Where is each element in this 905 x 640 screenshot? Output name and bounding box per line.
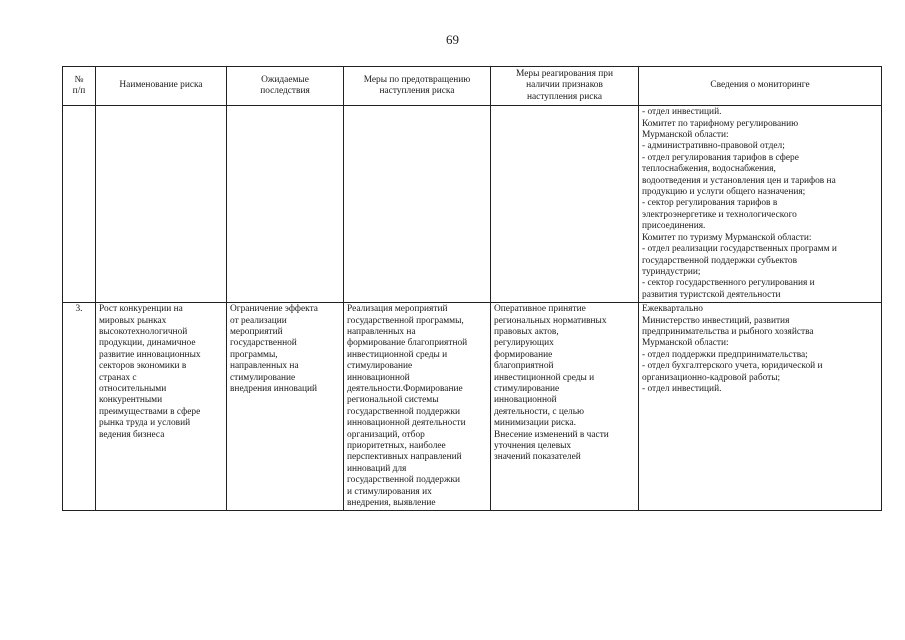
text-line: Внесение изменений в части [494,429,609,440]
text-line: инновационной [347,372,410,383]
text-line: Оперативное принятие [494,304,586,315]
cell-response [491,106,639,303]
text-line: - сектор государственного регулирования и [642,278,815,289]
text-line: преимуществами в сфере [99,406,201,417]
text-line: Мурманской области: [642,130,729,141]
text-line: программы, [230,349,278,360]
text-line: предпринимательства и рыбного хозяйства [642,326,814,337]
table-header-row [63,67,882,106]
text-line: направленных на [230,361,299,372]
text-line: рынка труда и условий [99,418,191,429]
text-line: Министерство инвестиций, развития [642,315,790,326]
text-line: туриндустрии; [642,266,701,277]
cell-monitoring [639,106,882,303]
text-line: мероприятий [230,326,283,337]
text-line: инновационной [494,395,557,406]
text-line: благоприятной [494,361,554,372]
text-line: относительными [99,383,167,394]
risk-monitoring-table [62,66,882,511]
text-line: инновационной деятельности [347,418,466,429]
text-line: водоотведения и установления цен и тарифов на [642,175,836,186]
page-number: 69 [446,32,459,47]
text-line: государственной поддержки [347,406,461,417]
text-line: - отдел регулирования тарифов в сфере [642,152,799,163]
text-line: странах с [99,372,137,383]
text-line: мировых рынках [99,315,167,326]
cell-prevention [344,106,491,303]
text-line: региональной системы [347,395,439,406]
text-line: региональных нормативных [494,315,607,326]
text-line: правовых актов, [494,326,559,337]
text-line: инвестиционной среды и [494,372,595,383]
text-line: деятельности, с целью [494,406,584,417]
text-line: Рост конкуренции на [99,304,183,315]
text-line: Ежеквартально [642,304,703,315]
text-line: - отдел поддержки предпринимательства; [642,349,808,360]
text-line: теплоснабжения, водоснабжения, [642,164,776,175]
cell-monitoring [639,303,882,511]
text-line: развитие инновационных [99,349,201,360]
table-row [63,106,882,303]
text-line: организационно-кадровой работы; [642,372,781,383]
text-line: стимулирование [494,383,560,394]
header-number: № п/п [63,67,96,106]
text-line: направленных на [347,326,416,337]
cell-risk-name [96,106,227,303]
text-line: - отдел реализации государственных программ и [642,244,837,255]
text-line: Ограничение эффекта [230,304,318,315]
text-line: внедрения, выявление [347,498,436,509]
text-line: Комитет по тарифному регулированию [642,118,799,129]
text-line: значений показателей [494,452,581,463]
text-line: присоединения. [642,221,706,232]
cell-risk-name [96,303,227,511]
text-line: электроэнергетике и технологического [642,209,797,220]
header-consequences: Ожидаемые последствия [227,67,344,106]
cell-consequences [227,303,344,511]
text-line: секторов экономики в [99,361,187,372]
text-line: Комитет по туризму Мурманской области: [642,232,812,243]
text-line: - отдел инвестиций. [642,107,722,118]
text-line: - сектор регулирования тарифов в [642,198,778,209]
text-line: перспективных направлений [347,452,462,463]
text-line: инноваций для [347,463,407,474]
text-line: - отдел инвестиций. [642,383,722,394]
text-line: высокотехнологичной [99,326,188,337]
text-line: стимулирование [230,372,296,383]
text-line: уточнения целевых [494,441,572,451]
text-line: Реализация мероприятий [347,304,448,315]
text-line: конкурентными [99,395,163,406]
text-line: - административно-правовой отдел; [642,141,785,152]
cell-number [63,106,96,303]
text-line: деятельности.Формирование [347,383,463,394]
text-line: и стимулирования их [347,486,432,497]
text-line: организаций, отбор [347,429,425,440]
header-response: Меры реагирования при наличии признаков наступления риска [491,67,639,106]
text-line: приоритетных, наиболее [347,441,446,451]
text-line: государственной программы, [347,315,464,326]
text-line: регулирующих [494,338,554,349]
text-line: внедрения инноваций [230,383,318,394]
text-line: инвестиционной среды и [347,349,448,360]
text-line: государственной поддержки субъектов [642,255,798,266]
cell-prevention [344,303,491,511]
header-prevention: Меры по предотвращению наступления риска [344,67,491,106]
text-line: государственной [230,338,297,349]
text-line: формирование благоприятной [347,338,468,349]
text-line: ведения бизнеса [99,429,165,440]
text-line: продукцию и услуги общего назначения; [642,187,806,198]
cell-response [491,303,639,511]
header-monitoring: Сведения о мониторинге [639,67,882,106]
text-line: от реализации [230,315,287,326]
text-line: минимизации риска. [494,418,576,429]
cell-consequences [227,106,344,303]
text-line: государственной поддержки [347,475,461,486]
text-line: - отдел бухгалтерского учета, юридической и [642,361,823,372]
text-line: развития туристской деятельности [642,289,781,300]
text-line: стимулирование [347,361,413,372]
table-row [63,303,882,511]
text-line: формирование [494,349,553,360]
header-risk-name: Наименование риска [96,67,227,106]
text-line: продукции, динамичное [99,338,196,349]
cell-number: 3. [63,303,96,511]
text-line: Мурманской области: [642,338,729,349]
